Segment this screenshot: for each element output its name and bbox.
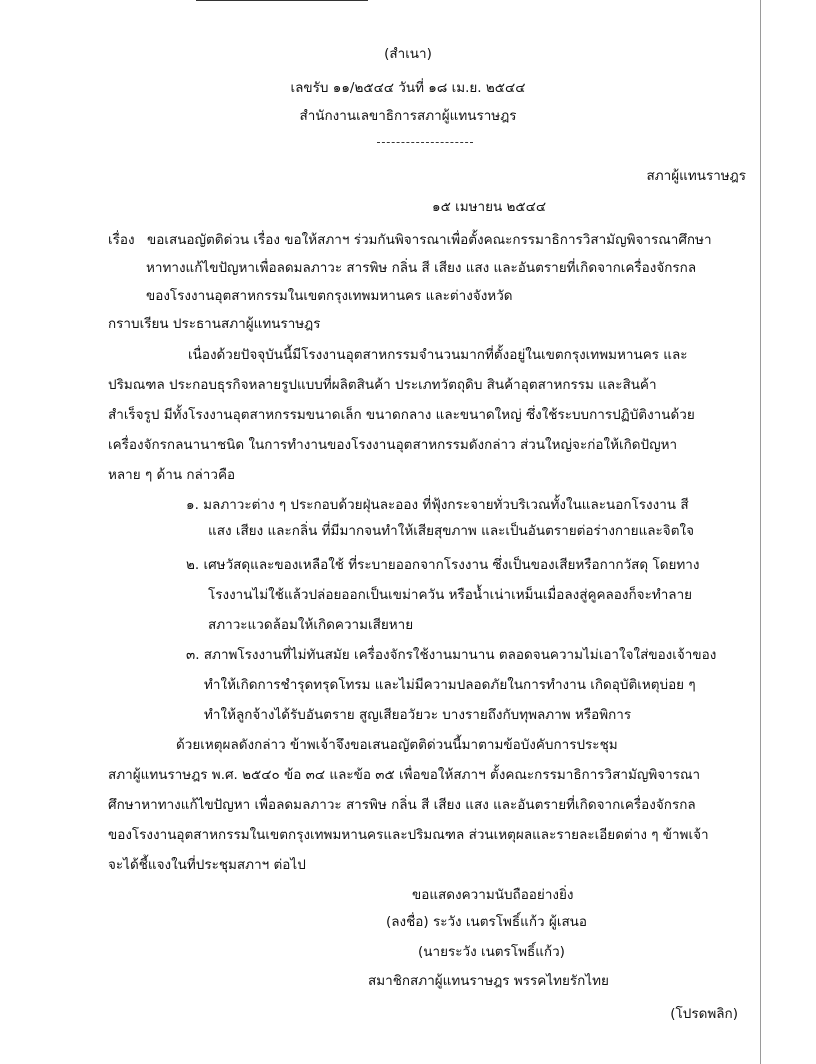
list-item-2: ๒. เศษวัสดุและของเหลือใช้ ที่ระบายออกจากโรงงาน ซึ่งเป็นของเสียหรือกากวัสดุ โดยทาง xyxy=(186,557,700,573)
turn-over-note: (โปรดพลิก) xyxy=(670,1006,738,1022)
salutation: กราบเรียน ประธานสภาผู้แทนราษฎร xyxy=(108,316,321,332)
receipt-line: เลขรับ ๑๑/๒๕๔๔ วันที่ ๑๘ เม.ย. ๒๕๔๔ xyxy=(290,80,526,96)
sender-org: สภาผู้แทนราษฎร xyxy=(646,168,746,184)
list-item-3-cont: ทำให้เกิดการชำรุดทรุดโทรม และไม่มีความปลอดภัยในการทำงาน เกิดอุบัติเหตุบ่อย ๆ xyxy=(204,677,696,693)
copy-mark: (สำเนา) xyxy=(384,46,432,62)
list-item-1-cont: แสง เสียง และกลิ่น ที่มีมากจนทำให้เสียสุขภาพ และเป็นอันตรายต่อร่างกายและจิตใจ xyxy=(208,523,694,539)
letter-date: ๑๕ เมษายน ๒๕๔๔ xyxy=(432,199,547,215)
body-line: จะได้ชี้แจงในที่ประชุมสภาฯ ต่อไป xyxy=(108,857,306,873)
list-item-2-cont: โรงงานไม่ใช้แล้วปล่อยออกเป็นเขม่าควัน หรือน้ำเน่าเหม็นเมื่อลงสู่คูคลองก็จะทำลาย xyxy=(208,587,693,603)
body-line: ด้วยเหตุผลดังกล่าว ข้าพเจ้าจึงขอเสนอญัตติด่วนนี้มาตามข้อบังคับการประชุม xyxy=(176,737,618,753)
body-line: สภาผู้แทนราษฎร พ.ศ. ๒๕๔๐ ข้อ ๓๔ และข้อ ๓๕ เพื่อขอให้สภาฯ ตั้งคณะกรรมาธิการวิสามัญพิจารณา xyxy=(108,767,701,783)
list-item-3-cont: ทำให้ลูกจ้างได้รับอันตราย สูญเสียอวัยวะ บางรายถึงกับทุพลภาพ หรือพิการ xyxy=(204,707,632,723)
closing: ขอแสดงความนับถืออย่างยิ่ง xyxy=(412,887,574,903)
signer-title: สมาชิกสภาผู้แทนราษฎร พรรคไทยรักไทย xyxy=(368,973,609,989)
subject-label: เรื่อง xyxy=(108,232,135,248)
subject-line: ขอเสนอญัตติด่วน เรื่อง ขอให้สภาฯ ร่วมกันพิจารณาเพื่อตั้งคณะกรรมาธิการวิสามัญพิจารณาศึกษา xyxy=(147,232,712,248)
list-item-3: ๓. สภาพโรงงานที่ไม่ทันสมัย เครื่องจักรใช้งานมานาน ตลอดจนความไม่เอาใจใส่ของเจ้าของ xyxy=(186,647,717,663)
list-item-2-cont: สภาวะแวดล้อมให้เกิดความเสียหาย xyxy=(208,617,414,633)
list-item-1: ๑. มลภาวะต่าง ๆ ประกอบด้วยฝุ่นละออง ที่ฟุ้งกระจายทั่วบริเวณทั้งในและนอกโรงงาน สี xyxy=(186,497,689,513)
page-edge-shadow xyxy=(760,0,761,1064)
subject-line: ของโรงงานอุตสาหกรรมในเขตกรุงเทพมหานคร และต่างจังหวัด xyxy=(146,288,513,304)
body-line: ศึกษาหาทางแก้ไขปัญหา เพื่อลดมลภาวะ สารพิษ กลิ่น สี เสียง แสง และอันตรายที่เกิดจากเครื่องจักรกล xyxy=(108,797,696,813)
separator-line xyxy=(377,142,473,143)
body-line: เครื่องจักรกลนานาชนิด ในการทำงานของโรงงานอุตสาหกรรมดังกล่าว ส่วนใหญ่จะก่อให้เกิดปัญหา xyxy=(108,437,678,453)
body-line: ของโรงงานอุตสาหกรรมในเขตกรุงเทพมหานครและปริมณฑล ส่วนเหตุผลและรายละเอียดต่าง ๆ ข้าพเจ้า xyxy=(108,827,709,843)
body-line: เนื่องด้วยปัจจุบันนี้มีโรงงานอุตสาหกรรมจำนวนมากที่ตั้งอยู่ในเขตกรุงเทพมหานคร และ xyxy=(188,347,688,363)
subject-line: หาทางแก้ไขปัญหาเพื่อลดมลภาวะ สารพิษ กลิ่น สี เสียง แสง และอันตรายที่เกิดจากเครื่องจักรกล xyxy=(146,260,697,276)
body-line: ปริมณฑล ประกอบธุรกิจหลายรูปแบบที่ผลิตสินค้า ประเภทวัตถุดิบ สินค้าอุตสาหกรรม และสินค้า xyxy=(108,377,657,393)
signer-name: (นายระวัง เนตรโพธิ์แก้ว) xyxy=(418,944,565,960)
signature-line: (ลงชื่อ) ระวัง เนตรโพธิ์แก้ว ผู้เสนอ xyxy=(386,914,588,930)
body-line: สำเร็จรูป มีทั้งโรงงานอุตสาหกรรมขนาดเล็ก ขนาดกลาง และขนาดใหญ่ ซึ่งใช้ระบบการปฏิบัติงานด้วย xyxy=(108,407,695,423)
body-line: หลาย ๆ ด้าน กล่าวคือ xyxy=(108,467,236,483)
top-edge-line xyxy=(196,0,368,1)
office-name: สำนักงานเลขาธิการสภาผู้แทนราษฎร xyxy=(299,108,517,124)
